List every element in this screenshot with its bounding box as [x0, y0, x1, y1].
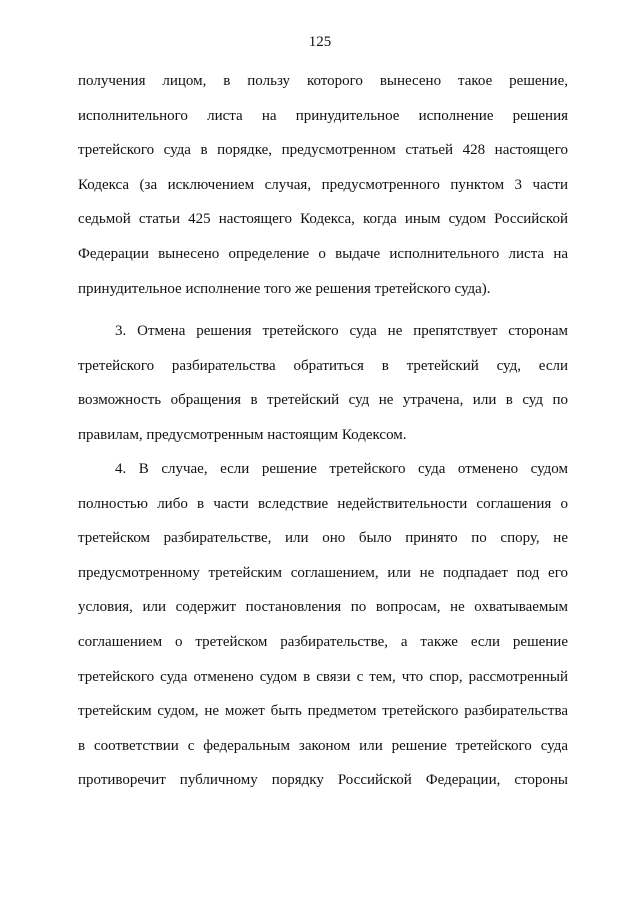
text-line: исполнительного листа на принудительное исполнение решения	[78, 107, 568, 124]
paragraph-3	[78, 314, 568, 452]
text-line: третейским судом, не может быть предметом третейского разбирательства	[78, 703, 568, 720]
text-line: третейском разбирательстве, или оно было принято по спору, не	[78, 530, 568, 547]
text-line: противоречит публичному порядку Российской Федерации, стороны	[78, 772, 568, 789]
text-line: в соответствии с федеральным законом или решение третейского суда	[78, 737, 568, 754]
text-line: Кодекса (за исключением случая, предусмотренного пунктом 3 части	[78, 176, 568, 193]
text-line: 3. Отмена решения третейского суда не препятствует сторонам	[115, 323, 568, 339]
text-line: правилам, предусмотренным настоящим Кодексом.	[78, 426, 407, 443]
paragraph-4	[78, 452, 568, 798]
text-line: условия, или содержит постановления по вопросам, не охватываемым	[78, 599, 568, 616]
text-line: третейского суда в порядке, предусмотренном статьей 428 настоящего	[78, 142, 568, 159]
text-line: Федерации вынесено определение о выдаче исполнительного листа на	[78, 245, 568, 262]
text-line: предусмотренному третейским соглашением, или не подпадает под его	[78, 564, 568, 581]
text-line: соглашением о третейском разбирательстве, а также если решение	[78, 633, 568, 650]
text-line: третейского суда отменено судом в связи с тем, что спор, рассмотренный	[78, 668, 568, 685]
text-line: принудительное исполнение того же решения третейского суда).	[78, 280, 491, 297]
text-line: 4. В случае, если решение третейского суда отменено судом	[115, 461, 568, 477]
text-line: получения лицом, в пользу которого вынесено такое решение,	[78, 73, 568, 89]
text-line: полностью либо в части вследствие недействительности соглашения о	[78, 495, 568, 512]
text-line: возможность обращения в третейский суд не утрачена, или в суд по	[78, 392, 568, 409]
text-line: седьмой статьи 425 настоящего Кодекса, когда иным судом Российской	[78, 211, 568, 228]
page-number: 125	[308, 34, 332, 50]
text-line: третейского разбирательства обратиться в третейский суд, если	[78, 357, 568, 374]
paragraph-continuation	[78, 64, 568, 306]
